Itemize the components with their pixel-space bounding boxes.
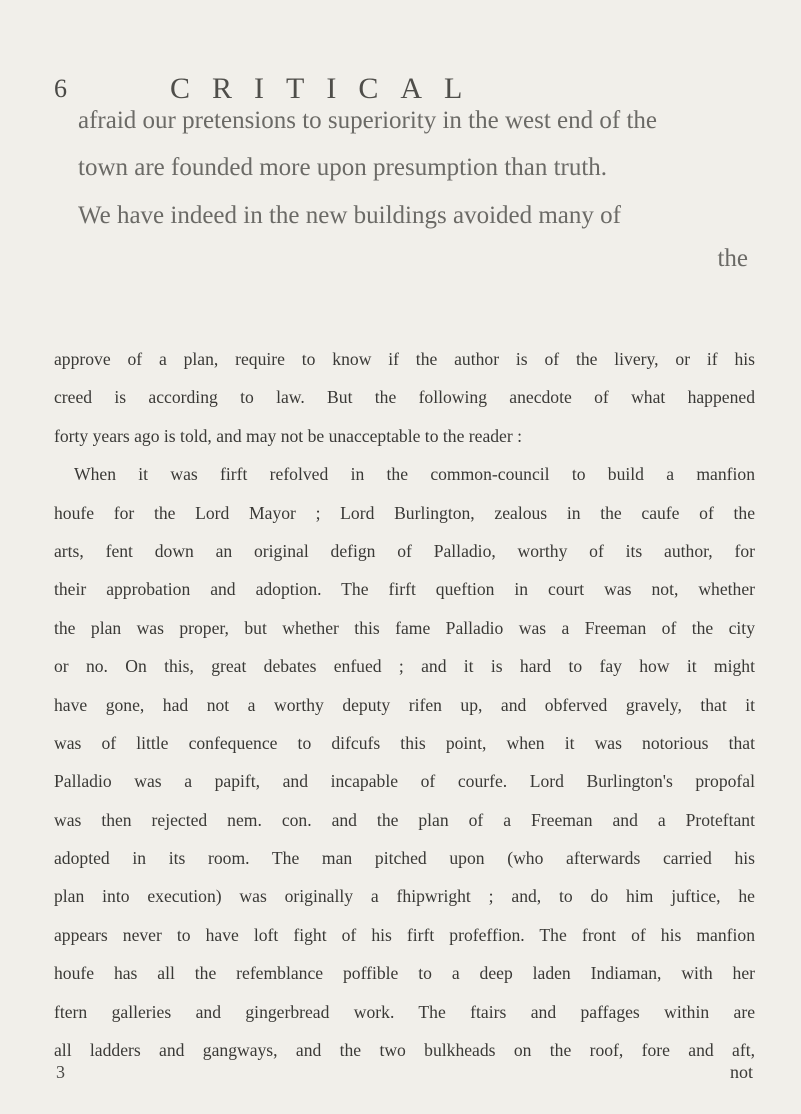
signature-mark: 3 xyxy=(56,1062,65,1082)
body-text xyxy=(54,340,755,1069)
page-header xyxy=(0,70,801,110)
text-line: houfe has all the refemblance poffible to a deep laden Indiaman, with her xyxy=(54,963,755,984)
show-through-line: We have indeed in the new buildings avoided many of xyxy=(78,202,621,229)
text-line: have gone, had not a worthy deputy rifen up, and obferved gravely, that it xyxy=(54,694,755,715)
catchword: not xyxy=(729,1062,753,1082)
text-line: was of little confequence to difcufs this point, when it was notorious that xyxy=(54,732,755,753)
show-through-line: afraid our pretensions to superiority in the west end of the xyxy=(78,107,658,134)
text-line: appears never to have loft fight of his firft profeffion. The front of his manfion xyxy=(54,924,755,945)
page-footer xyxy=(54,1062,755,1092)
text-line: or no. On this, great debates enfued ; and it is hard to fay how it might xyxy=(54,656,755,677)
text-line: Palladio was a papift, and incapable of courfe. Lord Burlington's propofal xyxy=(54,771,755,792)
text-line: arts, fent down an original defign of Palladio, worthy of its author, for xyxy=(54,540,755,561)
running-head: CRITICAL xyxy=(170,72,485,105)
text-line: approve of a plan, require to know if the author is of the livery, or if his xyxy=(54,349,755,369)
text-line: forty years ago is told, and may not be unacceptable to the reader : xyxy=(54,425,523,446)
text-line: adopted in its room. The man pitched upon (who afterwards carried his xyxy=(54,848,755,869)
text-line: ftern galleries and gingerbread work. The ftairs and paffages within are xyxy=(54,1001,755,1022)
text-line: When it was firft refolved in the common-council to build a manfion xyxy=(74,464,755,485)
text-line: plan into execution) was originally a fhipwright ; and, to do him juftice, he xyxy=(54,886,755,907)
text-line: their approbation and adoption. The firft queftion in court was not, whether xyxy=(54,579,755,600)
text-line: all ladders and gangways, and the two bulkheads on the roof, fore and aft, xyxy=(54,1040,755,1061)
text-line: creed is according to law. But the following anecdote of what happened xyxy=(54,387,755,408)
page-number: 6 xyxy=(54,74,67,103)
text-line: was then rejected nem. con. and the plan of a Freeman and a Proteftant xyxy=(54,809,755,830)
text-line: the plan was proper, but whether this fame Palladio was a Freeman of the city xyxy=(54,617,755,638)
text-line: houfe for the Lord Mayor ; Lord Burlington, zealous in the caufe of the xyxy=(54,502,755,523)
show-through-line: town are founded more upon presumption than truth. xyxy=(78,154,608,181)
show-through-line: the xyxy=(717,245,748,272)
